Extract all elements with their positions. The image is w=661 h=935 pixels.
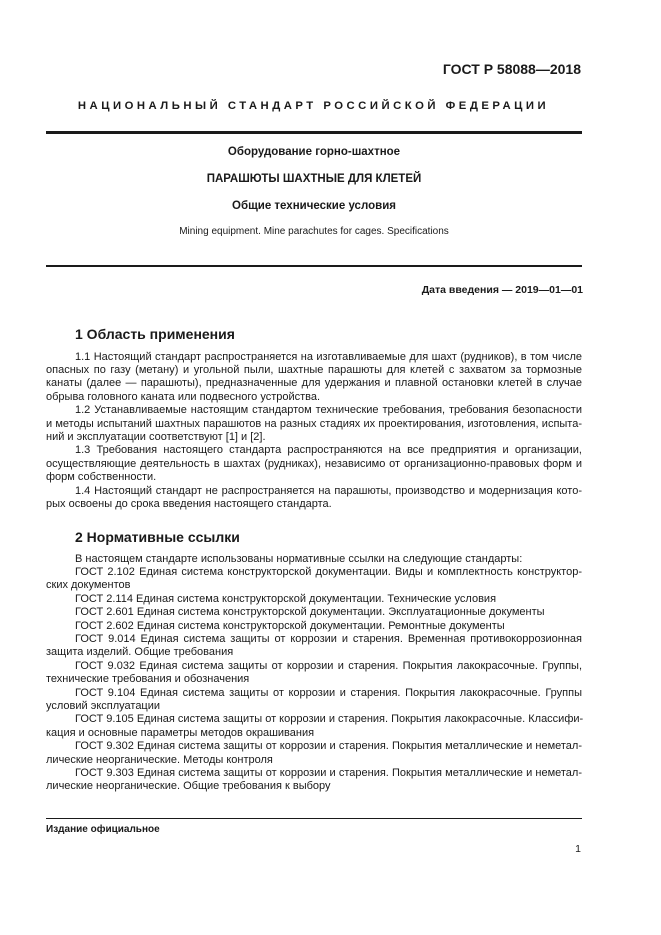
page-number: 1: [575, 843, 581, 855]
header-divider: [46, 131, 582, 134]
section-1-heading: 1 Область применения: [75, 326, 235, 342]
section-2-line: технические требования и обозначения: [46, 673, 250, 685]
section-2-line: ГОСТ 9.104 Единая система защиты от коррозии и старения. Покрытия лакокрасочные. Группы: [75, 687, 582, 699]
section-2-line: условий эксплуатации: [46, 700, 161, 712]
section-2-line: лические неорганические. Методы контроля: [46, 754, 273, 766]
section-2-line: ГОСТ 2.602 Единая система конструкторской документации. Ремонтные документы: [75, 620, 505, 632]
national-standard-banner: НАЦИОНАЛЬНЫЙ СТАНДАРТ РОССИЙСКОЙ ФЕДЕРАЦИИ: [77, 100, 550, 112]
section-2-line: ГОСТ 9.302 Единая система защиты от коррозии и старения. Покрытия металлические и неметал-: [75, 740, 582, 752]
section-1-line: 1.3 Требования настоящего стандарта распространяются на все предприятия и организации,: [75, 444, 582, 456]
section-1-line: 1.1 Настоящий стандарт распространяется на изготавливаемые для шахт (рудников), в том числе: [75, 351, 582, 363]
doc-number: ГОСТ Р 58088—2018: [442, 61, 581, 77]
section-1-line: и методы испытаний шахтных парашютов на разных стадиях их проектирования, изготовления, испыта-: [46, 418, 582, 430]
section-2-line: кация и основные параметры методов окрашивания: [46, 727, 315, 739]
title-divider: [46, 265, 582, 267]
edition-label: Издание официальное: [46, 824, 160, 835]
section-1-line: ний и эксплуатации соответствуют [1] и [2].: [46, 431, 266, 443]
section-1-line: форм собственности.: [46, 471, 157, 483]
section-1-line: опасных по газу (метану) и угольной пыли, шахтные парашюты для клетей с захватом за тормозные: [46, 364, 582, 376]
section-1-line: обрыва головного каната или подвесного устройства.: [46, 391, 321, 403]
intro-date: Дата введения — 2019—01—01: [421, 284, 583, 296]
title-line-3: Общие технические условия: [232, 200, 396, 212]
section-2-line: ГОСТ 9.014 Единая система защиты от коррозии и старения. Временная противокоррозионная: [75, 633, 582, 645]
section-2-line: ГОСТ 9.105 Единая система защиты от коррозии и старения. Покрытия лакокрасочные. Классифи-: [75, 713, 584, 725]
section-2-heading: 2 Нормативные ссылки: [75, 529, 240, 545]
section-1-line: осуществляющие деятельность в шахтах (рудниках), независимо от организационно-правовых форм и: [46, 458, 582, 470]
english-title: Mining equipment. Mine parachutes for cages. Specifications: [179, 226, 449, 237]
section-2-line: лические неорганические. Общие требования к выбору: [46, 780, 331, 792]
title-line-1: Оборудование горно-шахтное: [227, 146, 401, 158]
section-1-line: 1.2 Устанавливаемые настоящим стандартом технические требования, требования безопасности: [75, 404, 582, 416]
section-2-line: ГОСТ 2.601 Единая система конструкторской документации. Эксплуатационные документы: [75, 606, 545, 618]
section-2-line: ГОСТ 2.114 Единая система конструкторской документации. Технические условия: [75, 593, 497, 605]
section-2-line: В настоящем стандарте использованы нормативные ссылки на следующие стандарты:: [75, 553, 523, 565]
section-2-line: защита изделий. Общие требования: [46, 646, 234, 658]
section-2-line: ских документов: [46, 579, 131, 591]
section-2-line: ГОСТ 9.303 Единая система защиты от коррозии и старения. Покрытия металлические и неметал-: [75, 767, 582, 779]
section-1-line: канаты (далее — парашюты), предназначенные для удержания и плавной остановки клетей в случае: [46, 377, 582, 389]
section-1-line: 1.4 Настоящий стандарт не распространяется на парашюты, производство и модернизация кото-: [75, 485, 582, 497]
title-line-2: ПАРАШЮТЫ ШАХТНЫЕ ДЛЯ КЛЕТЕЙ: [206, 173, 422, 185]
section-2-line: ГОСТ 2.102 Единая система конструкторской документации. Виды и комплектность конструктор-: [75, 566, 582, 578]
footer-divider: [46, 818, 582, 819]
section-2-line: ГОСТ 9.032 Единая система защиты от коррозии и старения. Покрытия лакокрасочные. Группы,: [75, 660, 582, 672]
section-1-line: рых освоены до срока введения настоящего стандарта.: [46, 498, 332, 510]
